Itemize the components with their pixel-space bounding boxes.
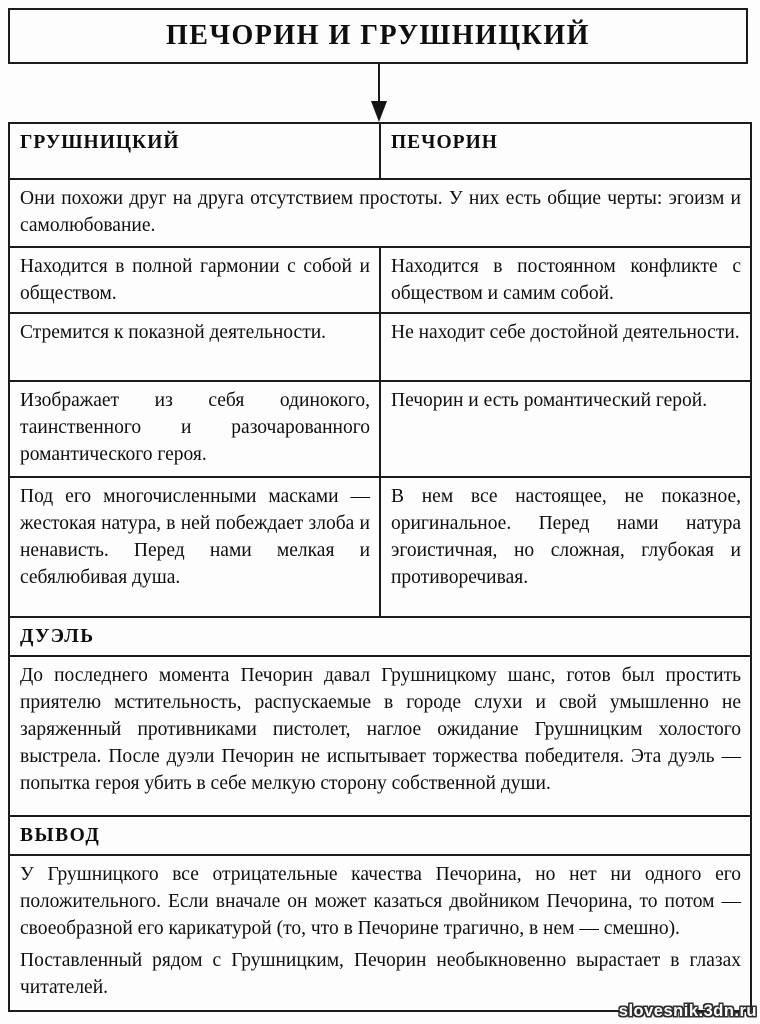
pechorin-cell: Не находит себе достойной деятельности.	[380, 313, 751, 381]
down-arrow-icon	[371, 101, 387, 122]
duel-text-row	[9, 656, 751, 816]
pechorin-cell: Находится в постоянном конфликте с обществом и самим собой.	[380, 247, 751, 313]
grushnitsky-cell: Находится в полной гармонии с собой и обществом.	[9, 247, 380, 313]
page-title: ПЕЧОРИН И ГРУШНИЦКИЙ	[166, 20, 590, 51]
column-header-row	[9, 123, 751, 179]
watermark: slovesnik.3dn.ru	[618, 1002, 757, 1020]
duel-text: До последнего момента Печорин давал Грушницкому шанс, готов был простить приятелю мстительность, распускаемые в городе слухи и свой умышленно не заряженный противниками пистолет, наглое ожидание Грушницким холостого выстрела. После дуэли Печорин не испытывает торжества победителя. Эта дуэль — попытка героя убить в себе мелкую сторону собственной души.	[9, 656, 751, 816]
title-box	[8, 8, 748, 64]
grushnitsky-cell: Изображает из себя одинокого, таинственного и разочарованного романтического героя.	[9, 381, 380, 477]
duel-section-header-row	[9, 617, 751, 656]
table-row	[9, 247, 751, 313]
down-arrow-line	[378, 64, 380, 102]
conclusion-paragraph: Поставленный рядом с Грушницким, Печорин необыкновенно вырастает в глазах читателей.	[20, 950, 741, 998]
pechorin-cell: В нем все настоящее, не показное, оригинальное. Перед нами натура эгоистичная, но сложная, глубокая и противоречивая.	[380, 477, 751, 617]
common-traits-row	[9, 179, 751, 247]
conclusion-paragraph: У Грушницкого все отрицательные качества Печорина, но нет ни одного его положительного. Если вначале он может казаться двойником Печорина, то потом — своеобразной его карикатурой (то, что в Печорине трагично, в нем — смешно).	[20, 864, 741, 939]
conclusion-text-row	[9, 855, 751, 1011]
column-header-pechorin: ПЕЧОРИН	[380, 123, 751, 179]
conclusion-text-cell	[9, 855, 751, 1011]
grushnitsky-cell: Под его многочисленными масками — жестокая натура, в ней побеждает злоба и ненависть. Перед нами мелкая и себялюбивая душа.	[9, 477, 380, 617]
comparison-table	[8, 122, 752, 1012]
pechorin-cell: Печорин и есть романтический герой.	[380, 381, 751, 477]
table-row	[9, 313, 751, 381]
table-row	[9, 477, 751, 617]
table-row	[9, 381, 751, 477]
grushnitsky-cell: Стремится к показной деятельности.	[9, 313, 380, 381]
conclusion-section-heading: ВЫВОД	[9, 816, 751, 855]
column-header-grushnitsky: ГРУШНИЦКИЙ	[9, 123, 380, 179]
common-traits-text: Они похожи друг на друга отсутствием простоты. У них есть общие черты: эгоизм и самолюбование.	[9, 179, 751, 247]
conclusion-section-header-row	[9, 816, 751, 855]
duel-section-heading: ДУЭЛЬ	[9, 617, 751, 656]
connector	[0, 64, 760, 122]
